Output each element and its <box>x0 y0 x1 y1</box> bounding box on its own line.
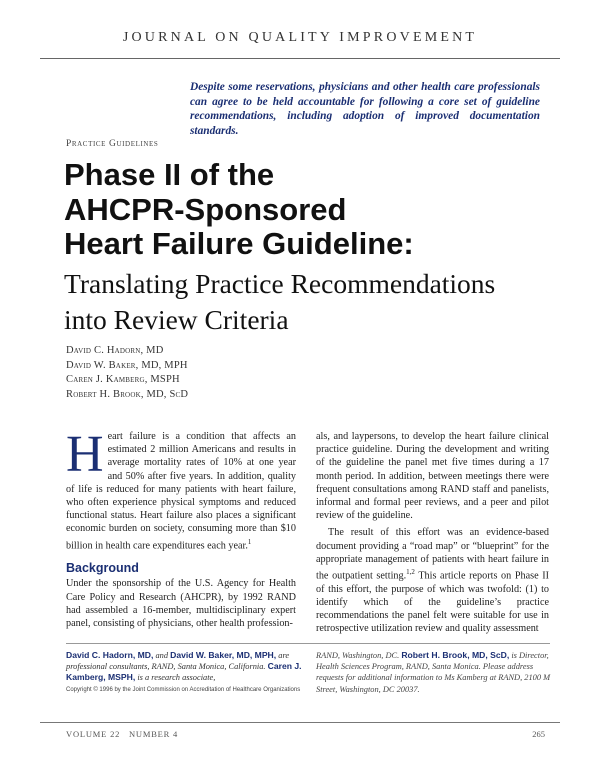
section-label: Practice Guidelines <box>66 139 159 149</box>
footnote-text: and <box>153 651 171 660</box>
footnote-ref: 1 <box>247 537 252 546</box>
footnote-author: David C. Hadorn, MD, <box>66 650 154 660</box>
author-footnote-left <box>66 650 302 696</box>
footnote-author: Caren J. Kamberg, MSPH, <box>66 661 302 683</box>
author-list <box>66 344 188 402</box>
footnote-text: is a research associate, <box>135 673 216 683</box>
footnote-author: David W. Baker, MD, MPH, <box>170 650 277 660</box>
title-line: Phase II of the <box>64 157 275 192</box>
author-name: Caren J. Kamberg, MSPH <box>66 374 180 385</box>
body-text: This article reports on Phase II of this effort, the purpose of which was twofold: (1) to identify which of the guideline’s practice recommendations the panel felt were suitable for use in retrospective utilization review and quality assessment <box>316 570 549 635</box>
body-column-left <box>66 426 296 634</box>
footnote-author: Robert H. Brook, MD, ScD, <box>401 650 510 660</box>
author-name: David W. Baker, MD, MPH <box>66 359 188 371</box>
title-line: Heart Failure Guideline: <box>64 226 414 261</box>
page-number: 265 <box>532 729 545 739</box>
subtitle-line: Translating Practice Recommendations <box>64 268 496 299</box>
body-column-right <box>316 430 549 639</box>
footnote-text: are professional consultants, RAND, Santa Monica, California. <box>66 651 290 672</box>
header-rule <box>40 58 560 59</box>
body-paragraph: als, and laypersons, to develop the heart failure clinical practice guideline. During the development and writing of the guideline the panel met five times during a 17 month period. In addition, between meetings there were frequent consultations among RAND staff and panelists, informal and formal peer reviews, and a peer and pilot review of the guideline. <box>316 431 549 522</box>
volume-info: VOLUME 22 NUMBER 4 <box>66 729 179 739</box>
footnote-text: is Director, Health Sciences Program, RAND, Santa Monica. Please address requests for additional information to Ms Kamberg at RAND, 2100 M Street, Washington, DC 20037. <box>316 651 551 694</box>
intro-paragraph <box>66 426 296 552</box>
background-paragraph: Under the sponsorship of the U.S. Agency for Health Care Policy and Research (AHCPR), by 1992 RAND had assembled a 16-member, multidisciplinary expert panel, consisting of physicians, other health profession- <box>66 578 296 630</box>
article-deck: Despite some reservations, physicians and other health care professionals can agree to be held accountable for following a core set of guideline recommendations, including adoption of improved documentation standards. <box>190 81 540 137</box>
copyright-notice: Copyright © 1996 by the Joint Commission on Accreditation of Healthcare Organizations <box>66 686 301 693</box>
footnote-rule <box>66 643 550 644</box>
author-footnote-right <box>316 650 552 695</box>
background-heading: Background <box>66 561 139 576</box>
author-name: David C. Hadorn, MD <box>66 345 164 356</box>
author-name: Robert H. Brook, MD, ScD <box>66 388 189 400</box>
body-text: The result of this effort was an evidence-based document providing a “road map” or “blueprint” for the appropriate management of patients with heart failure in the outpatient setting. <box>316 527 549 582</box>
body-paragraph <box>316 526 549 635</box>
intro-text: eart failure is a condition that affects an estimated 2 million Americans and results in average mortality rates of 10% at one year and 50% after five years. In addition, quality of life is reduced for many patients with heart failure, who often experience physical symptoms and reduced functional status. Heart failure also places a significant economic burden on society, consuming more than $10 billion in health care expenditures each year. <box>66 431 296 552</box>
subtitle-line: into Review Criteria <box>64 304 289 335</box>
footer-rule <box>40 722 560 723</box>
title-line: AHCPR-Sponsored <box>64 191 347 227</box>
footnote-ref: 1,2 <box>406 568 415 577</box>
article-subtitle <box>64 266 574 338</box>
drop-cap: H <box>66 426 104 483</box>
journal-header: JOURNAL ON QUALITY IMPROVEMENT <box>122 30 478 45</box>
article-title <box>64 158 564 262</box>
footnote-text: RAND, Washington, DC. <box>316 651 402 660</box>
